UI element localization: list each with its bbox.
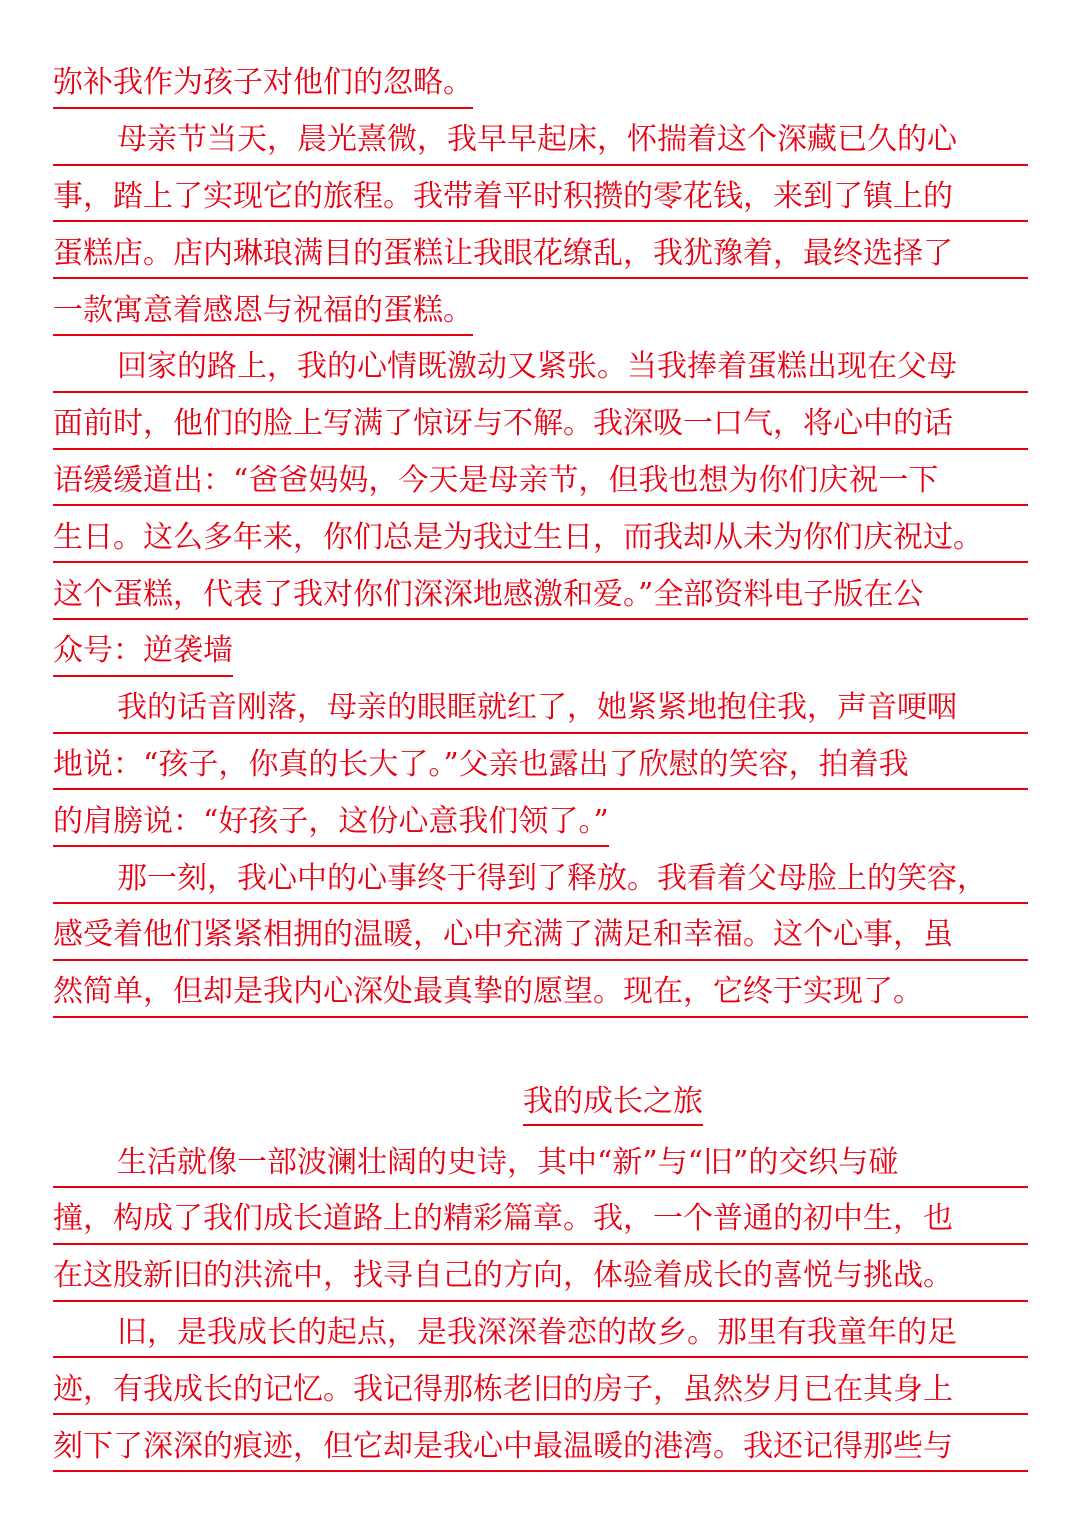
text-line: 蛋糕店。店内琳琅满目的蛋糕让我眼花缭乱，我犹豫着，最终选择了 xyxy=(53,222,1028,279)
text-line: 语缓缓道出：“爸爸妈妈，今天是母亲节，但我也想为你们庆祝一下 xyxy=(53,450,1028,507)
essay-title: 我的成长之旅 xyxy=(523,1080,703,1126)
text-line: 地说：“孩子，你真的长大了。”父亲也露出了欣慰的笑容，拍着我 xyxy=(53,734,1028,791)
text-line: 一款寓意着感恩与祝福的蛋糕。 xyxy=(53,279,473,336)
text-line: 在这股新旧的洪流中，找寻自己的方向，体验着成长的喜悦与挑战。 xyxy=(53,1245,1028,1302)
text-line: 撞，构成了我们成长道路上的精彩篇章。我，一个普通的初中生，也 xyxy=(53,1188,1028,1245)
text-line: 面前时，他们的脸上写满了惊讶与不解。我深吸一口气，将心中的话 xyxy=(53,393,1028,450)
text-line: 刻下了深深的痕迹，但它却是我心中最温暖的港湾。我还记得那些与 xyxy=(53,1415,1028,1472)
text-line: 回家的路上，我的心情既激动又紧张。当我捧着蛋糕出现在父母 xyxy=(53,336,1028,393)
text-line: 这个蛋糕，代表了我对你们深深地感激和爱。”全部资料电子版在公 xyxy=(53,563,1028,620)
essay-title-row xyxy=(53,1074,1028,1131)
text-line: 感受着他们紧紧相拥的温暖，心中充满了满足和幸福。这个心事，虽 xyxy=(53,904,1028,961)
text-line: 事，踏上了实现它的旅程。我带着平时积攒的零花钱，来到了镇上的 xyxy=(53,166,1028,223)
text-line: 迹，有我成长的记忆。我记得那栋老旧的房子，虽然岁月已在其身上 xyxy=(53,1358,1028,1415)
text-line: 母亲节当天，晨光熹微，我早早起床，怀揣着这个深藏已久的心 xyxy=(53,109,1028,166)
text-line: 旧，是我成长的起点，是我深深眷恋的故乡。那里有我童年的足 xyxy=(53,1302,1028,1359)
text-line: 弥补我作为孩子对他们的忽略。 xyxy=(53,52,473,109)
document-page xyxy=(53,52,1028,1472)
text-line: 我的话音刚落，母亲的眼眶就红了，她紧紧地抱住我，声音哽咽 xyxy=(53,677,1028,734)
text-line: 生日。这么多年来，你们总是为我过生日，而我却从未为你们庆祝过。 xyxy=(53,506,1028,563)
text-line: 的肩膀说：“好孩子，这份心意我们领了。” xyxy=(53,790,609,847)
text-line: 然简单，但却是我内心深处最真挚的愿望。现在，它终于实现了。 xyxy=(53,961,1028,1018)
blank-line xyxy=(53,1018,1028,1075)
text-line: 生活就像一部波澜壮阔的史诗，其中“新”与“旧”的交织与碰 xyxy=(53,1131,1028,1188)
text-line: 众号：逆袭墙 xyxy=(53,620,233,677)
text-line: 那一刻，我心中的心事终于得到了释放。我看着父母脸上的笑容， xyxy=(53,847,1028,904)
